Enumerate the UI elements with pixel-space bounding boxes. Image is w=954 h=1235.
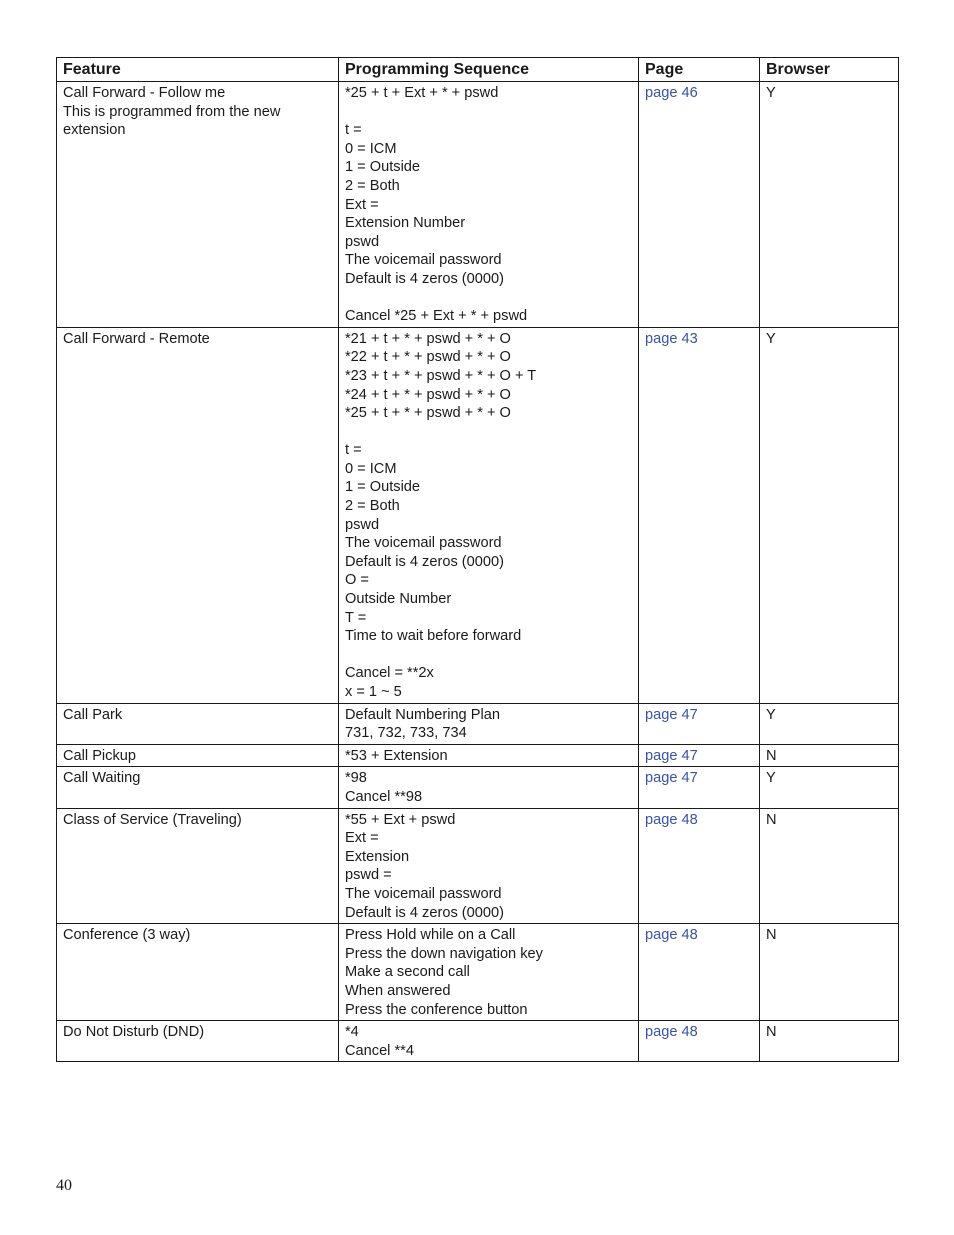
feature-cell: Class of Service (Traveling) xyxy=(57,808,339,924)
feature-cell: Conference (3 way) xyxy=(57,924,339,1021)
browser-cell: N xyxy=(760,1021,899,1062)
browser-cell: Y xyxy=(760,703,899,744)
page-link[interactable]: page 46 xyxy=(645,85,698,101)
browser-cell: N xyxy=(760,744,899,767)
feature-cell: Call Forward - Remote xyxy=(57,327,339,703)
header-browser: Browser xyxy=(760,58,899,82)
page-link[interactable]: page 48 xyxy=(645,927,698,944)
page-cell xyxy=(639,767,760,808)
sequence-cell: *4 Cancel **4 xyxy=(339,1021,639,1062)
browser-cell: Y xyxy=(760,767,899,808)
table-row xyxy=(57,808,899,924)
page-link[interactable]: page 48 xyxy=(645,811,698,828)
header-row xyxy=(57,58,899,82)
page-link[interactable]: page 47 xyxy=(645,770,698,787)
browser-cell: N xyxy=(760,808,899,924)
browser-cell: N xyxy=(760,924,899,1021)
header-feature: Feature xyxy=(57,58,339,82)
page-cell xyxy=(639,703,760,744)
sequence-cell: Default Numbering Plan 731, 732, 733, 734 xyxy=(339,703,639,744)
page-link[interactable]: page 43 xyxy=(645,330,698,347)
sequence-cell: *25 + t + Ext + * + pswd t = 0 = ICM 1 = Outside 2 = Both Ext = Extension Number pswd The voicemail password Default is 4 zeros (0000) Cancel *25 + Ext + * + pswd xyxy=(339,82,639,328)
feature-table xyxy=(56,57,899,1062)
header-page: Page xyxy=(639,58,760,82)
table-row xyxy=(57,924,899,1021)
feature-cell: Call Forward - Follow me This is programmed from the new extension xyxy=(57,82,339,328)
page-link[interactable]: page 47 xyxy=(645,747,698,764)
page-link[interactable]: page 48 xyxy=(645,1024,698,1041)
sequence-cell: *21 + t + * + pswd + * + O *22 + t + * + pswd + * + O *23 + t + * + pswd + * + O + T *24 + t + * + pswd + * + O *25 + t + * + pswd + * + O t = 0 = ICM 1 = Outside 2 = Both pswd The voicemail password Default is 4 zeros (0000) O = Outside Number T = Time to wait before forward Cancel = **2x x = 1 ~ 5 xyxy=(339,327,639,703)
feature-cell: Call Pickup xyxy=(57,744,339,767)
table-body xyxy=(57,82,899,1062)
page-link[interactable]: page 47 xyxy=(645,706,698,723)
sequence-cell: Press Hold while on a Call Press the down navigation key Make a second call When answered Press the conference button xyxy=(339,924,639,1021)
table-row xyxy=(57,327,899,703)
feature-cell: Call Waiting xyxy=(57,767,339,808)
page-cell xyxy=(639,1021,760,1062)
table-row xyxy=(57,767,899,808)
feature-cell: Call Park xyxy=(57,703,339,744)
page-cell xyxy=(639,82,760,328)
browser-cell: Y xyxy=(760,82,899,328)
sequence-cell: *55 + Ext + pswd Ext = Extension pswd = The voicemail password Default is 4 zeros (0000) xyxy=(339,808,639,924)
page-number: 40 xyxy=(56,1177,72,1194)
table-row xyxy=(57,744,899,767)
table-header xyxy=(57,58,899,82)
page-cell xyxy=(639,327,760,703)
table-row xyxy=(57,703,899,744)
table-row xyxy=(57,82,899,328)
browser-cell: Y xyxy=(760,327,899,703)
feature-cell: Do Not Disturb (DND) xyxy=(57,1021,339,1062)
page-cell xyxy=(639,924,760,1021)
page-cell xyxy=(639,744,760,767)
page-cell xyxy=(639,808,760,924)
sequence-cell: *53 + Extension xyxy=(339,744,639,767)
table-row xyxy=(57,1021,899,1062)
header-programming-sequence: Programming Sequence xyxy=(339,58,639,82)
sequence-cell: *98 Cancel **98 xyxy=(339,767,639,808)
